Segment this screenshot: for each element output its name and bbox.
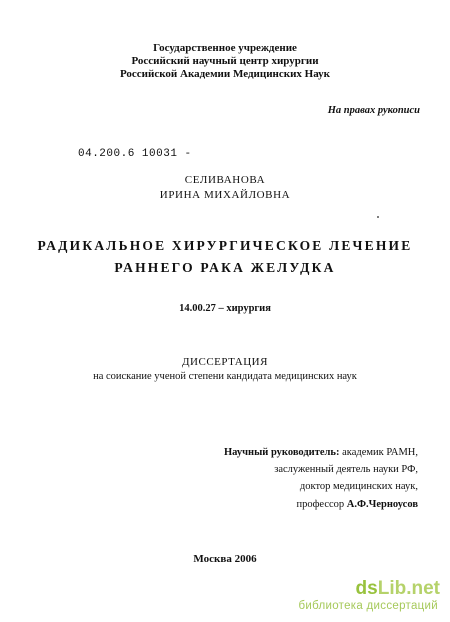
dslib-watermark-subtitle: библиотека диссертаций (298, 600, 438, 612)
institution-line-1: Государственное учреждение (153, 42, 297, 54)
supervisor-label: Научный руководитель: (223, 447, 340, 458)
scan-speck (377, 216, 379, 218)
author-name: ИРИНА МИХАЙЛОВНА (159, 189, 291, 201)
supervisor-line-2: заслуженный деятель науки РФ, (274, 464, 418, 475)
specialty: 14.00.27 – хирургия (179, 303, 271, 314)
rights-note: На правах рукописи (327, 105, 420, 116)
title-line-1: РАДИКАЛЬНОЕ ХИРУРГИЧЕСКОЕ ЛЕЧЕНИЕ (37, 238, 413, 253)
supervisor-title: академик РАМН, (339, 447, 418, 458)
dissertation-label: ДИССЕРТАЦИЯ (182, 356, 268, 368)
watermark-logo-prefix: ds (355, 578, 378, 599)
supervisor-line-1 (224, 447, 418, 458)
title-line-2: РАННЕГО РАКА ЖЕЛУДКА (114, 260, 336, 275)
dslib-watermark-logo (356, 578, 440, 600)
supervisor-rank: профессор (296, 499, 347, 510)
watermark-logo-rest: Lib.net (377, 578, 440, 599)
dissertation-subtitle: на соискание ученой степени кандидата медицинских наук (93, 371, 357, 382)
city-year: Москва 2006 (193, 553, 257, 565)
institution-line-3: Российской Академии Медицинских Наук (119, 68, 331, 80)
institution-line-2: Российский научный центр хирургии (131, 55, 319, 67)
supervisor-line-3: доктор медицинских наук, (299, 481, 418, 492)
registration-code: 04.200.6 10031 - (78, 148, 192, 160)
supervisor-line-4 (297, 499, 419, 510)
author-surname: СЕЛИВАНОВА (184, 174, 266, 186)
supervisor-name: А.Ф.Черноусов (346, 499, 418, 510)
